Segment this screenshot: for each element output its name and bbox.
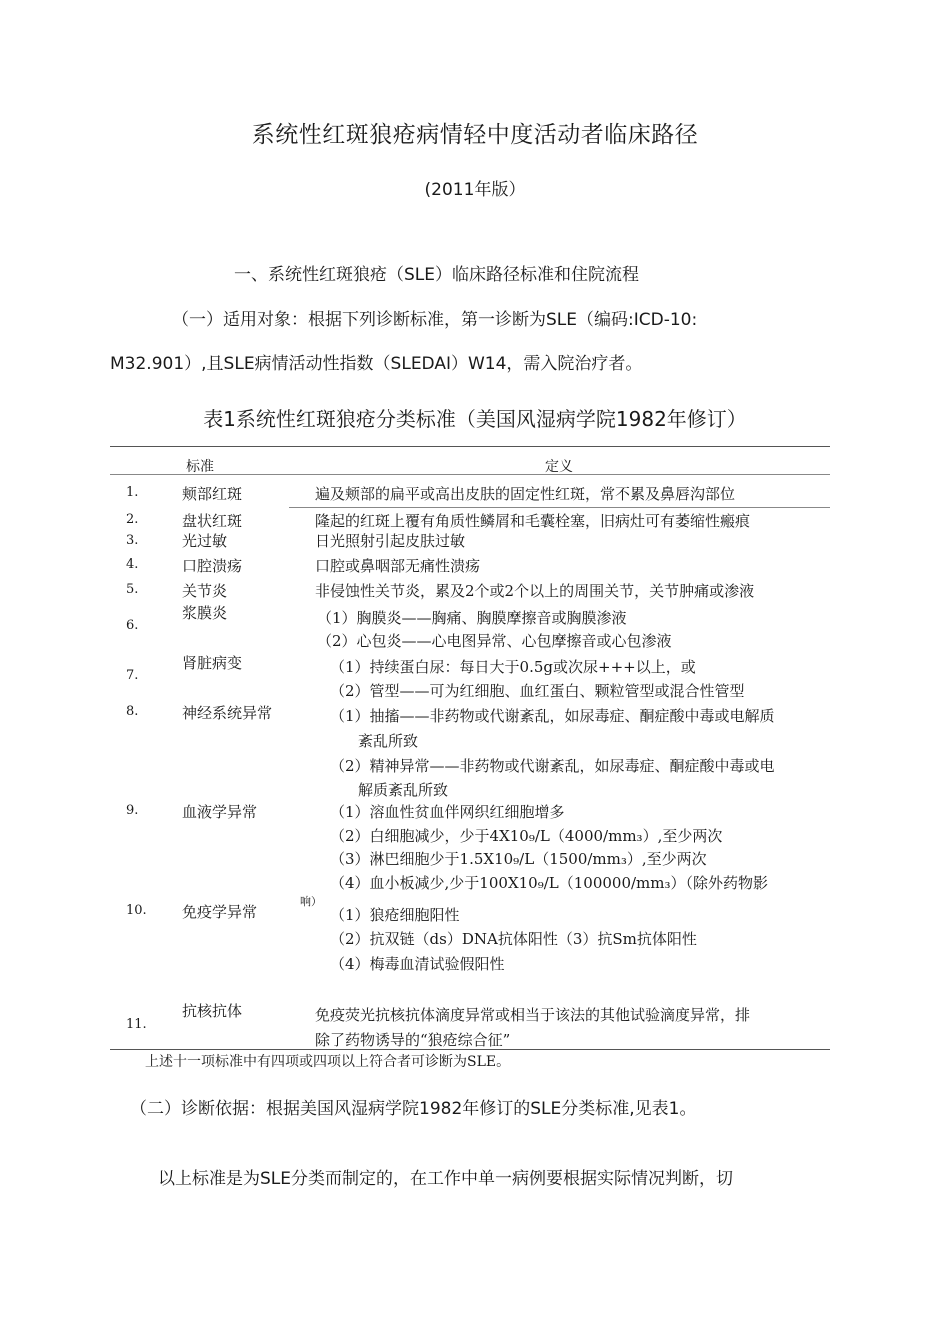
paragraph-diagnosis-basis: （二）诊断依据：根据美国风湿病学院1982年修订的SLE分类标准,见表1。 bbox=[130, 1099, 697, 1119]
row-standard: 盘状红斑 bbox=[182, 512, 243, 530]
paragraph-note: 以上标准是为SLE分类而制定的，在工作中单一病例要根据实际情况判断，切 bbox=[158, 1169, 734, 1189]
row-definition: （4）梅毒血清试验假阳性 bbox=[330, 955, 505, 973]
row-number: 8. bbox=[126, 704, 139, 719]
row-definition: （1）胸膜炎——胸痛、胸膜摩擦音或胸膜渗液 bbox=[317, 609, 627, 627]
section-heading-1: 一、系统性红斑狼疮（SLE）临床路径标准和住院流程 bbox=[234, 265, 640, 285]
table-header-rule bbox=[110, 474, 830, 475]
row-standard: 浆膜炎 bbox=[182, 604, 228, 622]
paragraph-scope-line-2: M32.901）,且SLE病情活动性指数（SLEDAI）W14，需入院治疗者。 bbox=[110, 354, 643, 374]
row-definition: （1）抽搐——非药物或代谢紊乱，如尿毒症、酮症酸中毒或电解质 bbox=[330, 707, 775, 725]
row-definition: 除了药物诱导的“狼疮综合征” bbox=[315, 1031, 511, 1049]
header-standard: 标准 bbox=[186, 459, 214, 475]
row-definition: 免疫荧光抗核抗体滴度异常或相当于该法的其他试验滴度异常，排 bbox=[315, 1006, 751, 1024]
row-definition: 紊乱所致 bbox=[358, 732, 419, 750]
table-top-rule bbox=[110, 446, 830, 447]
row-standard: 免疫学异常 bbox=[182, 903, 258, 921]
table-caption: 表1系统性红斑狼疮分类标准（美国风湿病学院1982年修订） bbox=[203, 407, 747, 431]
row-definition: （2）管型——可为红细胞、血红蛋白、颗粒管型或混合性管型 bbox=[330, 682, 745, 700]
row-number: 7. bbox=[126, 668, 139, 683]
row-standard: 颊部红斑 bbox=[182, 485, 243, 503]
row-standard: 血液学异常 bbox=[182, 803, 258, 821]
row-standard: 神经系统异常 bbox=[182, 704, 273, 722]
row-standard: 光过敏 bbox=[182, 532, 228, 550]
row-definition: 响） bbox=[300, 895, 322, 908]
row-number: 3. bbox=[126, 533, 139, 548]
row-definition: 口腔或鼻咽部无痛性溃疡 bbox=[315, 557, 481, 575]
row-definition: （2）白细胞减少，少于4X10₉/L（4000/mm₃）,至少两次 bbox=[330, 827, 723, 845]
row-definition: （2）心包炎——心电图异常、心包摩擦音或心包渗液 bbox=[317, 632, 672, 650]
row-definition: （2）精神异常——非药物或代谢紊乱，如尿毒症、酮症酸中毒或电 bbox=[330, 757, 775, 775]
row-definition: （1）狼疮细胞阳性 bbox=[330, 906, 460, 924]
row-definition: 遍及颊部的扁平或高出皮肤的固定性红斑，常不累及鼻唇沟部位 bbox=[315, 485, 736, 503]
row-definition: （1）溶血性贫血伴网织红细胞增多 bbox=[330, 803, 565, 821]
row-definition: （4）血小板减少,少于100X10₉/L（100000/mm₃）（除外药物影 bbox=[330, 874, 769, 892]
header-definition: 定义 bbox=[545, 459, 573, 475]
row-definition: 日光照射引起皮肤过敏 bbox=[315, 532, 466, 550]
row-number: 10. bbox=[126, 903, 147, 918]
row-standard: 肾脏病变 bbox=[182, 654, 243, 672]
row-number: 1. bbox=[126, 485, 139, 500]
row-definition: （1）持续蛋白尿：每日大于0.5g或次尿+++以上，或 bbox=[330, 658, 696, 676]
row-number: 5. bbox=[126, 582, 139, 597]
row-number: 6. bbox=[126, 618, 139, 633]
row-definition: 隆起的红斑上覆有角质性鳞屑和毛囊栓塞，旧病灶可有萎缩性瘢痕 bbox=[315, 512, 751, 530]
row-standard: 关节炎 bbox=[182, 582, 228, 600]
edition-label: (2011年版） bbox=[424, 180, 526, 200]
row-number: 2. bbox=[126, 512, 139, 527]
row-number: 9. bbox=[126, 803, 139, 818]
row-definition: （3）淋巴细胞少于1.5X10₉/L（1500/mm₃）,至少两次 bbox=[330, 850, 707, 868]
row-number: 4. bbox=[126, 557, 139, 572]
paragraph-scope-line-1: （一）适用对象：根据下列诊断标准，第一诊断为SLE（编码:ICD-10: bbox=[172, 310, 698, 330]
row-definition: （2）抗双链（ds）DNA抗体阳性（3）抗Sm抗体阳性 bbox=[330, 930, 697, 948]
row-standard: 口腔溃疡 bbox=[182, 557, 243, 575]
document-title: 系统性红斑狼疮病情轻中度活动者临床路径 bbox=[251, 122, 699, 148]
row-number: 11. bbox=[126, 1017, 147, 1032]
table-footnote: 上述十一项标准中有四项或四项以上符合者可诊断为SLE。 bbox=[145, 1054, 511, 1070]
table-row1-rule bbox=[289, 507, 830, 508]
row-standard: 抗核抗体 bbox=[182, 1002, 243, 1020]
row-definition: 非侵蚀性关节炎，累及2个或2个以上的周围关节，关节肿痛或渗液 bbox=[315, 582, 755, 600]
row-definition: 解质紊乱所致 bbox=[358, 781, 449, 799]
